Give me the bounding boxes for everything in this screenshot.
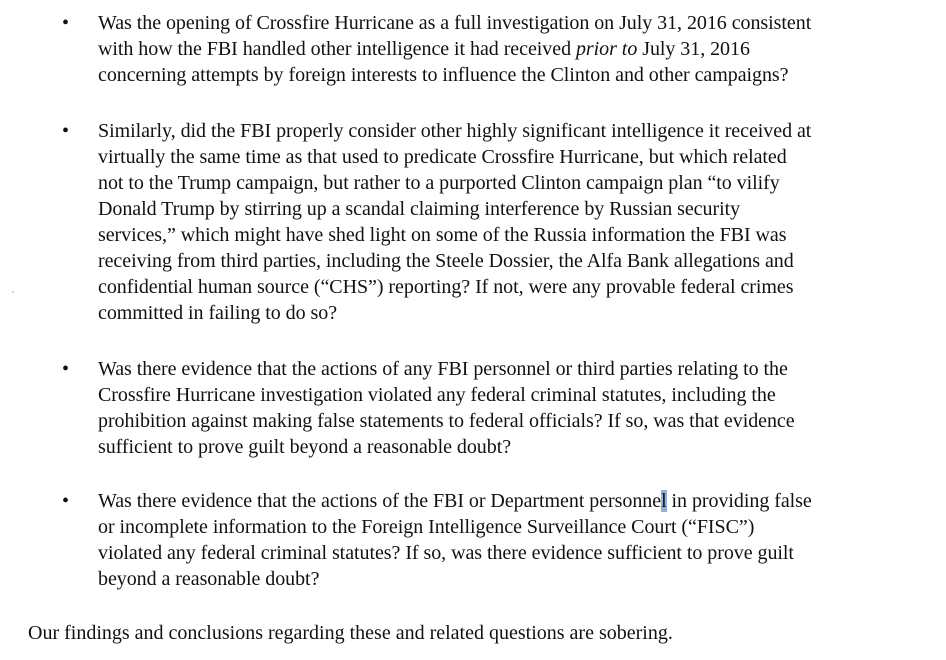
list-item-text xyxy=(98,356,928,460)
text-line: Similarly, did the FBI properly consider other highly significant intelligence it received at xyxy=(98,120,812,142)
list-item-text xyxy=(98,488,928,592)
text-line: beyond a reasonable doubt? xyxy=(98,568,320,590)
text-line: Was there evidence that the actions of any FBI personnel or third parties relating to the xyxy=(98,358,788,380)
text-line: Was the opening of Crossfire Hurricane as a full investigation on July 31, 2016 consistent xyxy=(98,12,812,34)
text-line: prohibition against making false statements to federal officials? If so, was that evidence xyxy=(98,410,795,432)
text-line: committed in failing to do so? xyxy=(98,302,338,324)
text-line: confidential human source (“CHS”) reporting? If not, were any provable federal crimes xyxy=(98,276,794,298)
bullet-point: • xyxy=(62,120,70,142)
text-line xyxy=(98,488,928,514)
text-line: Crossfire Hurricane investigation violated any federal criminal statutes, including the xyxy=(98,384,776,406)
text-line: sufficient to prove guilt beyond a reasonable doubt? xyxy=(98,436,512,458)
closing-paragraph: Our findings and conclusions regarding these and related questions are sobering. xyxy=(28,622,673,644)
text-run: with how the FBI handled other intelligence it had received xyxy=(98,38,572,60)
text-line: virtually the same time as that used to predicate Crossfire Hurricane, but which related xyxy=(98,146,787,168)
text-run: in providing false xyxy=(666,490,812,512)
list-item-text xyxy=(98,10,928,88)
text-line xyxy=(98,36,928,62)
text-selection-highlight[interactable]: l xyxy=(661,490,667,512)
text-line: Donald Trump by stirring up a scandal claiming interference by Russian security xyxy=(98,198,741,220)
text-line: services,” which might have shed light on some of the Russia information the FBI was xyxy=(98,224,787,246)
text-line: violated any federal criminal statutes? If so, was there evidence sufficient to prove guilt xyxy=(98,542,794,564)
text-run: Was there evidence that the actions of the FBI or Department personne xyxy=(98,490,662,512)
text-line: concerning attempts by foreign interests to influence the Clinton and other campaigns? xyxy=(98,64,789,86)
text-line: receiving from third parties, including the Steele Dossier, the Alfa Bank allegations and xyxy=(98,250,794,272)
emphasis-text: prior to xyxy=(575,38,638,60)
bullet-point: • xyxy=(62,358,70,380)
text-run: July 31, 2016 xyxy=(642,38,750,60)
bullet-point: • xyxy=(62,490,70,512)
bullet-point: • xyxy=(62,12,70,34)
margin-speck xyxy=(12,291,14,293)
list-item-text xyxy=(98,118,928,326)
text-line: not to the Trump campaign, but rather to a purported Clinton campaign plan “to vilify xyxy=(98,172,780,194)
text-line: or incomplete information to the Foreign Intelligence Surveillance Court (“FISC”) xyxy=(98,516,755,538)
